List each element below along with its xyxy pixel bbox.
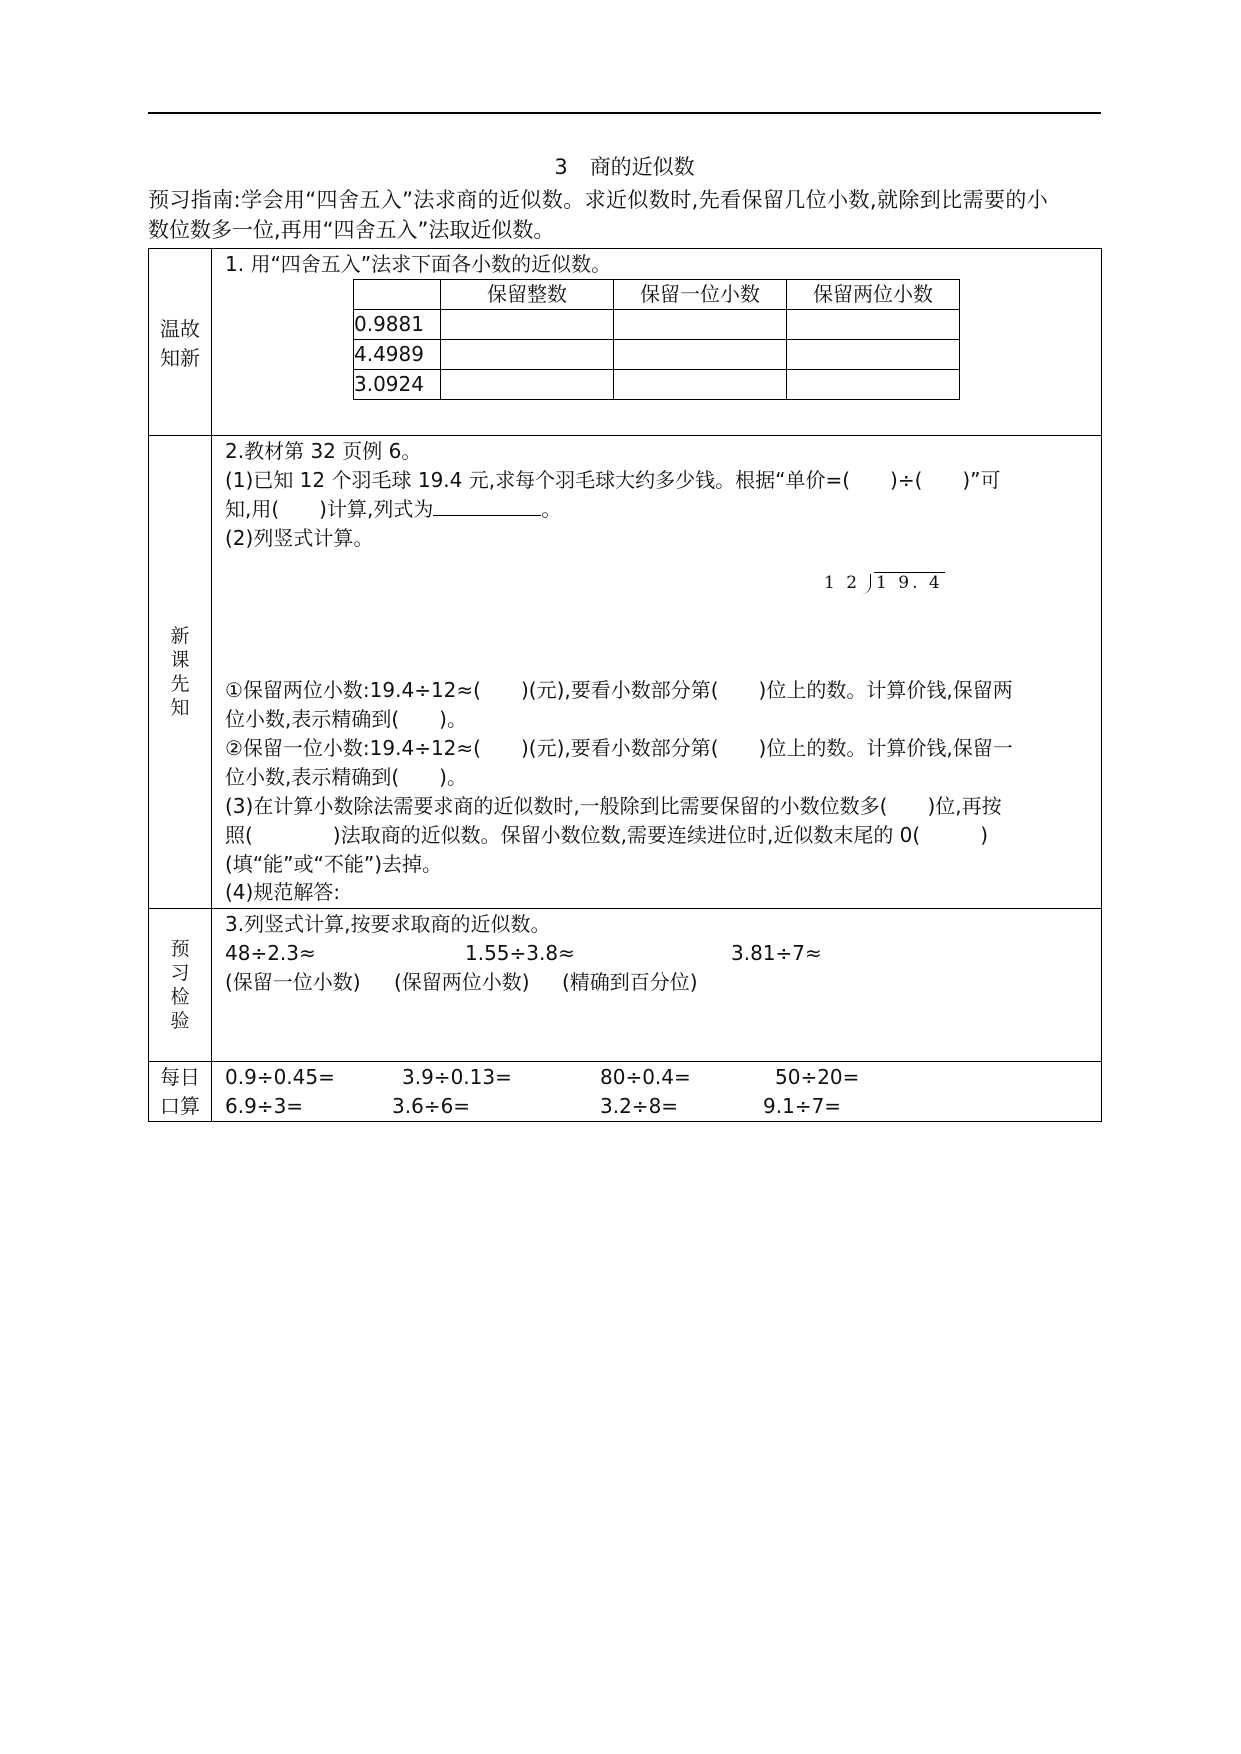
answer-cell[interactable] bbox=[441, 340, 614, 370]
approx-header-one-decimal: 保留一位小数 bbox=[614, 280, 787, 310]
approx-row bbox=[354, 370, 960, 400]
answer-cell[interactable] bbox=[787, 340, 960, 370]
check-req: (保留一位小数) bbox=[225, 970, 361, 994]
mental-math-item: 80÷0.4= bbox=[600, 1065, 691, 1089]
long-division bbox=[824, 572, 945, 594]
part-4: (4)规范解答: bbox=[225, 880, 341, 904]
approx-row-value: 3.0924 bbox=[354, 370, 441, 400]
mental-math-item: 0.9÷0.45= bbox=[225, 1065, 335, 1089]
question-2: 2.教材第 32 页例 6。 bbox=[225, 439, 422, 463]
check-req: (保留两位小数) bbox=[394, 970, 530, 994]
mental-math-item: 9.1÷7= bbox=[763, 1094, 842, 1118]
check-char: 验 bbox=[170, 1010, 190, 1032]
check-content bbox=[212, 909, 1102, 1062]
mental-math-item: 3.2÷8= bbox=[600, 1094, 679, 1118]
approx-row-value: 0.9881 bbox=[354, 310, 441, 340]
new-lesson-row bbox=[149, 436, 1102, 909]
check-label bbox=[149, 909, 212, 1062]
part-1-line-2 bbox=[225, 495, 561, 523]
new-lesson-label bbox=[149, 436, 212, 909]
worksheet-table bbox=[148, 248, 1102, 1122]
dividend: 1 9. 4 bbox=[876, 573, 943, 593]
check-expr: 1.55÷3.8≈ bbox=[465, 941, 575, 965]
answer-cell[interactable] bbox=[441, 310, 614, 340]
new-lesson-char: 课 bbox=[170, 649, 190, 671]
guide-line-1: 预习指南:学会用“四舍五入”法求商的近似数。求近似数时,先看保留几位小数,就除到比需要的小 bbox=[148, 188, 1049, 212]
answer-cell[interactable] bbox=[614, 310, 787, 340]
approx-table bbox=[353, 279, 960, 400]
part-3-line-2: 照( )法取商的近似数。保留小数位数,需要连续进位时,近似数末尾的 0( ) bbox=[225, 823, 989, 847]
daily-content bbox=[212, 1062, 1102, 1122]
new-lesson-char: 知 bbox=[170, 697, 190, 719]
case-2-line-2: 位小数,表示精确到( )。 bbox=[225, 765, 467, 789]
approx-header-two-decimal: 保留两位小数 bbox=[787, 280, 960, 310]
mental-math-item: 50÷20= bbox=[775, 1065, 860, 1089]
review-content bbox=[212, 249, 1102, 436]
new-lesson-content bbox=[212, 436, 1102, 909]
new-lesson-char: 新 bbox=[170, 625, 190, 647]
part-1-text: 知,用( )计算,列式为 bbox=[225, 497, 434, 521]
answer-cell[interactable] bbox=[614, 370, 787, 400]
check-req: (精确到百分位) bbox=[562, 970, 698, 994]
answer-cell[interactable] bbox=[787, 370, 960, 400]
part-2: (2)列竖式计算。 bbox=[225, 526, 374, 550]
mental-math-item: 3.6÷6= bbox=[392, 1094, 471, 1118]
part-1-period: 。 bbox=[541, 497, 562, 521]
review-row bbox=[149, 249, 1102, 436]
answer-cell[interactable] bbox=[614, 340, 787, 370]
daily-label-line2: 口算 bbox=[160, 1093, 200, 1118]
section-title: 商的近似数 bbox=[589, 155, 695, 179]
mental-math-item: 6.9÷3= bbox=[225, 1094, 304, 1118]
check-char: 检 bbox=[170, 986, 190, 1008]
case-1-line-1: ①保留两位小数:19.4÷12≈( )(元),要看小数部分第( )位上的数。计算价钱,保留两 bbox=[225, 678, 1013, 702]
approx-row bbox=[354, 340, 960, 370]
approx-header-integer: 保留整数 bbox=[441, 280, 614, 310]
new-lesson-char: 先 bbox=[170, 673, 190, 695]
review-label bbox=[149, 249, 212, 436]
question-1: 1. 用“四舍五入”法求下面各小数的近似数。 bbox=[225, 252, 612, 276]
part-3-line-3: (填“能”或“不能”)去掉。 bbox=[225, 852, 443, 876]
division-bracket bbox=[862, 574, 871, 594]
daily-label-line1: 每日 bbox=[160, 1064, 200, 1089]
review-label-line2: 知新 bbox=[160, 346, 200, 370]
check-expr: 48÷2.3≈ bbox=[225, 941, 316, 965]
question-3: 3.列竖式计算,按要求取商的近似数。 bbox=[225, 912, 551, 936]
guide-line-2: 数位数多一位,再用“四舍五入”法取近似数。 bbox=[148, 218, 555, 242]
answer-cell[interactable] bbox=[787, 310, 960, 340]
review-label-line1: 温故 bbox=[160, 317, 200, 341]
approx-header-blank bbox=[354, 280, 441, 310]
formula-blank[interactable] bbox=[433, 495, 541, 516]
mental-math-item: 3.9÷0.13= bbox=[402, 1065, 512, 1089]
part-1-line-1: (1)已知 12 个羽毛球 19.4 元,求每个羽毛球大约多少钱。根据“单价=( )÷( )”可 bbox=[225, 468, 1001, 492]
check-expr: 3.81÷7≈ bbox=[731, 941, 822, 965]
check-char: 习 bbox=[170, 962, 190, 984]
case-1-line-2: 位小数,表示精确到( )。 bbox=[225, 707, 467, 731]
section-number: 3 bbox=[554, 155, 568, 179]
answer-cell[interactable] bbox=[441, 370, 614, 400]
daily-label bbox=[149, 1062, 212, 1122]
case-2-line-1: ②保留一位小数:19.4÷12≈( )(元),要看小数部分第( )位上的数。计算价钱,保留一 bbox=[225, 736, 1013, 760]
approx-row bbox=[354, 310, 960, 340]
top-rule bbox=[148, 112, 1101, 114]
divisor: 1 2 bbox=[824, 573, 861, 593]
approx-header-row bbox=[354, 280, 960, 310]
page-title bbox=[148, 153, 1101, 181]
approx-row-value: 4.4989 bbox=[354, 340, 441, 370]
daily-row bbox=[149, 1062, 1102, 1122]
check-char: 预 bbox=[170, 938, 190, 960]
part-3-line-1: (3)在计算小数除法需要求商的近似数时,一般除到比需要保留的小数位数多( )位,再按 bbox=[225, 794, 1002, 818]
check-row bbox=[149, 909, 1102, 1062]
